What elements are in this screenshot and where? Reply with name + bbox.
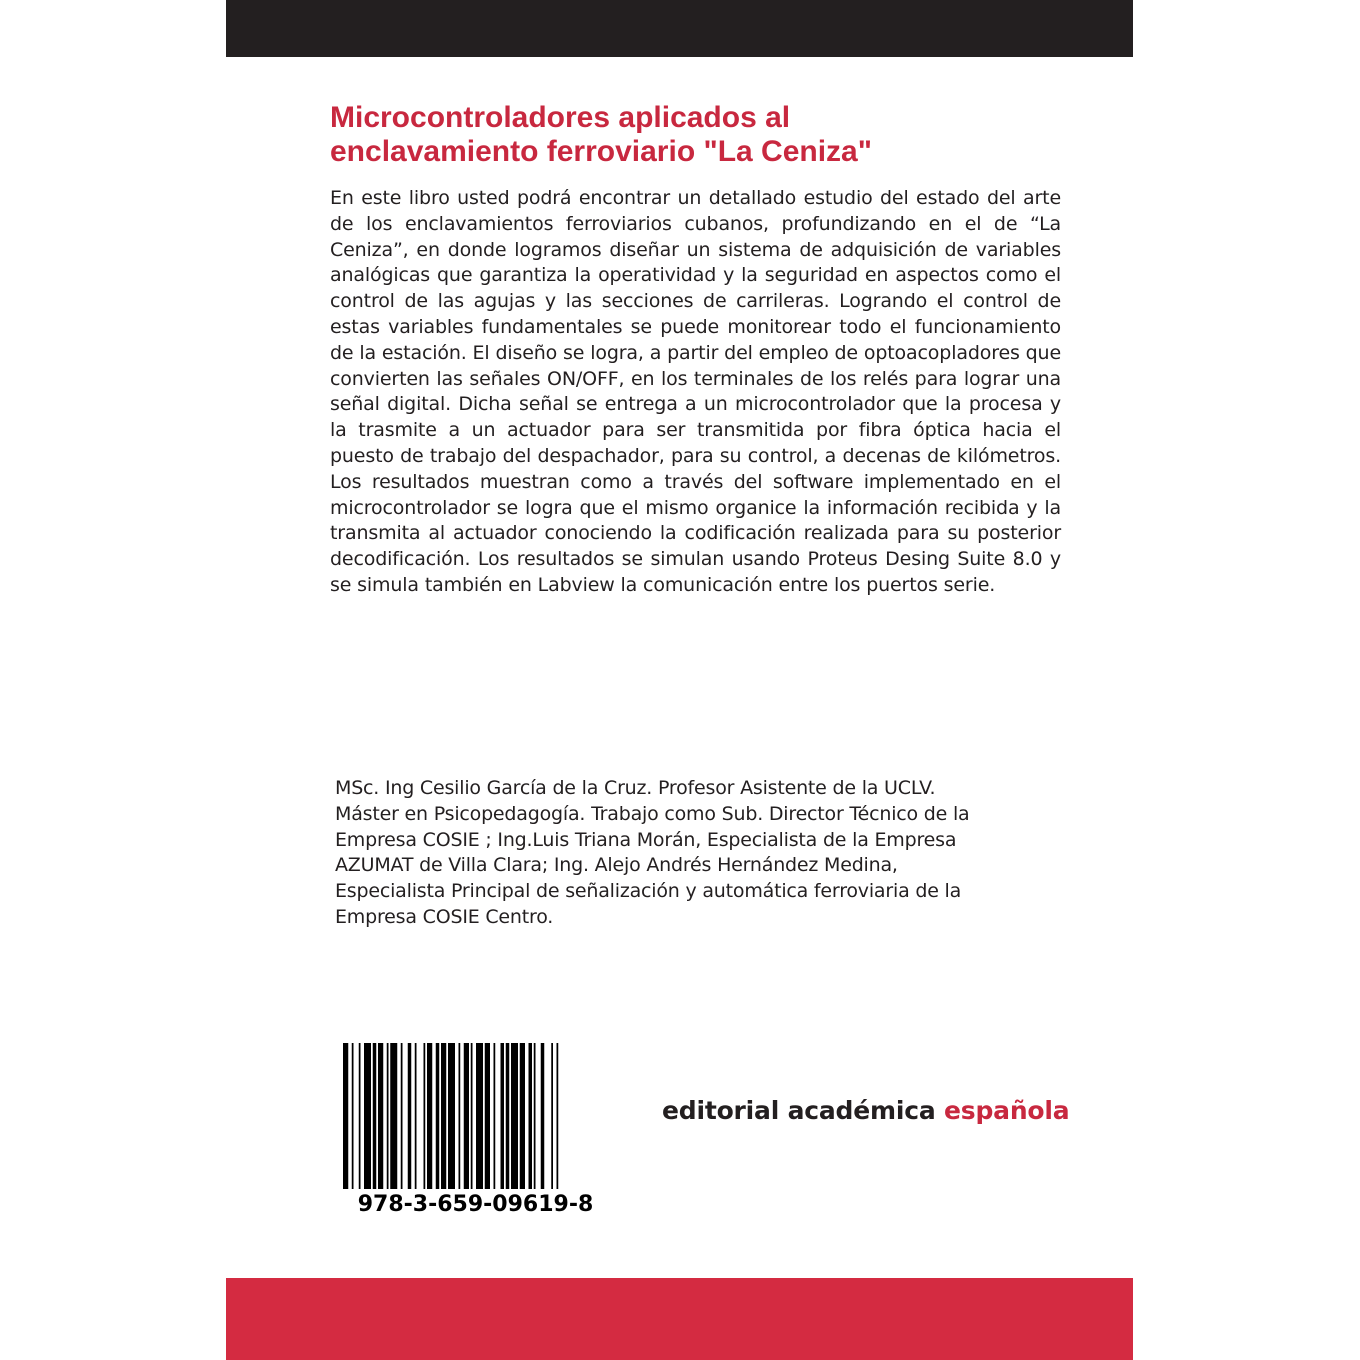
publisher-name-accent: española <box>944 1096 1070 1125</box>
author-bio-line: Máster en Psicopedagogía. Trabajo como Sub. Director Técnico de la <box>335 802 970 825</box>
bottom-color-band <box>226 1278 1133 1360</box>
author-bio <box>335 776 1055 931</box>
author-bio-line: Empresa COSIE Centro. <box>335 905 554 928</box>
isbn-number: 978-3-659-09619-8 <box>357 1192 594 1217</box>
book-title-line-2: enclavamiento ferroviario "La Ceniza" <box>330 135 872 168</box>
author-bio-line: MSc. Ing Cesilio García de la Cruz. Profesor Asistente de la UCLV. <box>335 777 936 799</box>
author-bio-line: Especialista Principal de señalización y automática ferroviaria de la <box>335 880 962 903</box>
book-back-cover <box>226 0 1133 1360</box>
book-title-line-1: Microcontroladores aplicados al <box>330 101 791 134</box>
barcode-icon <box>343 1043 608 1189</box>
author-bio-line: AZUMAT de Villa Clara; Ing. Alejo Andrés Hernández Medina, <box>335 854 898 877</box>
publisher-logo <box>662 1094 1070 1128</box>
book-description: En este libro usted podrá encontrar un detallado estudio del estado del arte de los enclavamientos ferroviarios cubanos, profundizando en el de “La Ceniza”, en donde logramos diseñar un sistema de adquisición de variables analógicas que garantiza la operatividad y la seguridad en aspectos como el control de las agujas y las secciones de carrileras. Lograndо el control de estas variables fundamentales se puede monitorear todo el funcionamiento de la estación. El diseño se logra, a partir del empleo de optoacopladores que convierten las señales ON/OFF, en los terminales de los relés para lograr una señal digital. Dicha señal se entrega a un microcontrolador que la procesa y la trasmite a un actuador para ser transmitida por fibra óptica hacia el puesto de trabajo del despachador, para su control, a decenas de kilómetros. Los resultados muestran como a través del software implementado en el microcontrolador se logra que el mismo organice la información recibida y la transmita al actuador conociendo la codificación realizada para su posterior decodificación. Los resultados se simulan usando Proteus Desing Suite 8.0 y se simula también en Labview la comunicación entre los puertos serie. <box>330 187 1061 596</box>
publisher-name: editorial académica <box>662 1096 945 1125</box>
author-bio-line: Empresa COSIE ; Ing.Luis Triana Morán, Especialista de la Empresa <box>335 828 957 851</box>
top-color-band <box>226 0 1133 57</box>
book-title <box>330 101 1070 169</box>
